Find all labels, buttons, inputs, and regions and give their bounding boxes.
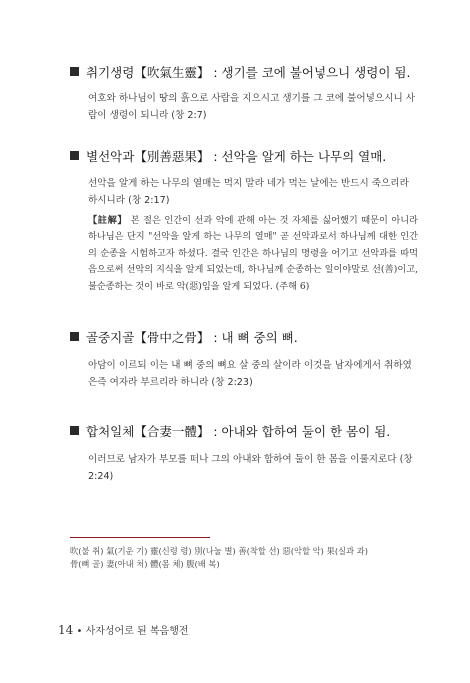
entry-heading (70, 329, 298, 347)
entry-heading (70, 423, 390, 441)
entry-gloss: : 생기를 코에 불어넣으니 생령이 됨. (213, 65, 411, 80)
entry-hanja: 【別善惡果】 (134, 149, 210, 164)
entry-term: 별선악과 (86, 149, 135, 164)
commentary-note (88, 213, 418, 295)
footnote-hanja-glossary (70, 545, 410, 570)
entry-gloss: : 선악을 알게 하는 나무의 열매. (213, 149, 387, 164)
page-number: 14 (58, 623, 74, 637)
entry-hanja: 【吹氣生靈】 (134, 65, 210, 80)
bullet-square-icon (70, 151, 79, 160)
bullet-square-icon (70, 67, 79, 76)
folio-separator: • (76, 626, 83, 637)
bullet-square-icon (70, 426, 79, 435)
entry-gloss: : 내 뼈 중의 뼈. (213, 330, 298, 345)
entry-hanja: 【合妻一體】 (134, 424, 210, 439)
entry-heading (70, 148, 386, 166)
scripture-quote: 여호와 하나님이 땅의 흙으로 사람을 지으시고 생기를 그 코에 불어넣으시니 사람이 생령이 되니라 (창 2:7) (88, 93, 416, 121)
entry-heading (70, 64, 410, 82)
entry-hanja: 【骨中之骨】 (134, 330, 210, 345)
footnote-line: 吹(불 취) 氣(기운 기) 靈(신령 령) 別(나눌 별) 善(착할 선) 惡(악할 악) 果(실과 과) (70, 546, 368, 556)
entry-term: 취기생령 (86, 65, 135, 80)
book-title: 사자성어로 된 복음행전 (85, 626, 189, 637)
entry-gloss: : 아내와 합하여 둘이 한 몸이 됨. (213, 424, 391, 439)
note-text: 본 절은 인간이 선과 악에 관해 아는 것 자체를 싫어했기 때문이 아니라 하나님은 단지 "선악을 알게 하는 나무의 열매" 곧 선악과로서 하나님께 대한 인간의 순종을 시험하고자 하셨다. 결국 인간은 하나님의 명령을 어기고 선악과를 따먹음으로써 선악의 지식을 알게 되었는데, 하나님께 순종하는 일이야말로 선(善)이고, 불순종하는 것이 바로 악(惡)임을 알게 되었다. (주해 6) (88, 215, 418, 292)
entry-term: 합처일체 (86, 424, 135, 439)
page-folio (58, 622, 189, 637)
footnote-divider (70, 537, 210, 538)
scripture-quote: 선악을 알게 하는 나무의 열매는 먹지 말라 네가 먹는 날에는 반드시 죽으리라 하시니라 (창 2:17) (88, 178, 409, 206)
scripture-quote: 이러므로 남자가 부모를 떠나 그의 아내와 합하여 둘이 한 몸을 이룰지로다 (창 2:24) (88, 454, 413, 482)
scripture-quote: 아담이 이르되 이는 내 뼈 중의 뼈요 살 중의 살이라 이것을 남자에게서 취하였은즉 여자라 부르리라 하니라 (창 2:23) (88, 360, 412, 388)
note-tag: 【註解】 (88, 215, 128, 226)
entry-term: 골중지골 (86, 330, 135, 345)
bullet-square-icon (70, 332, 79, 341)
footnote-line: 骨(뼈 골) 妻(아내 처) 體(몸 체) 腹(배 복) (70, 558, 220, 569)
